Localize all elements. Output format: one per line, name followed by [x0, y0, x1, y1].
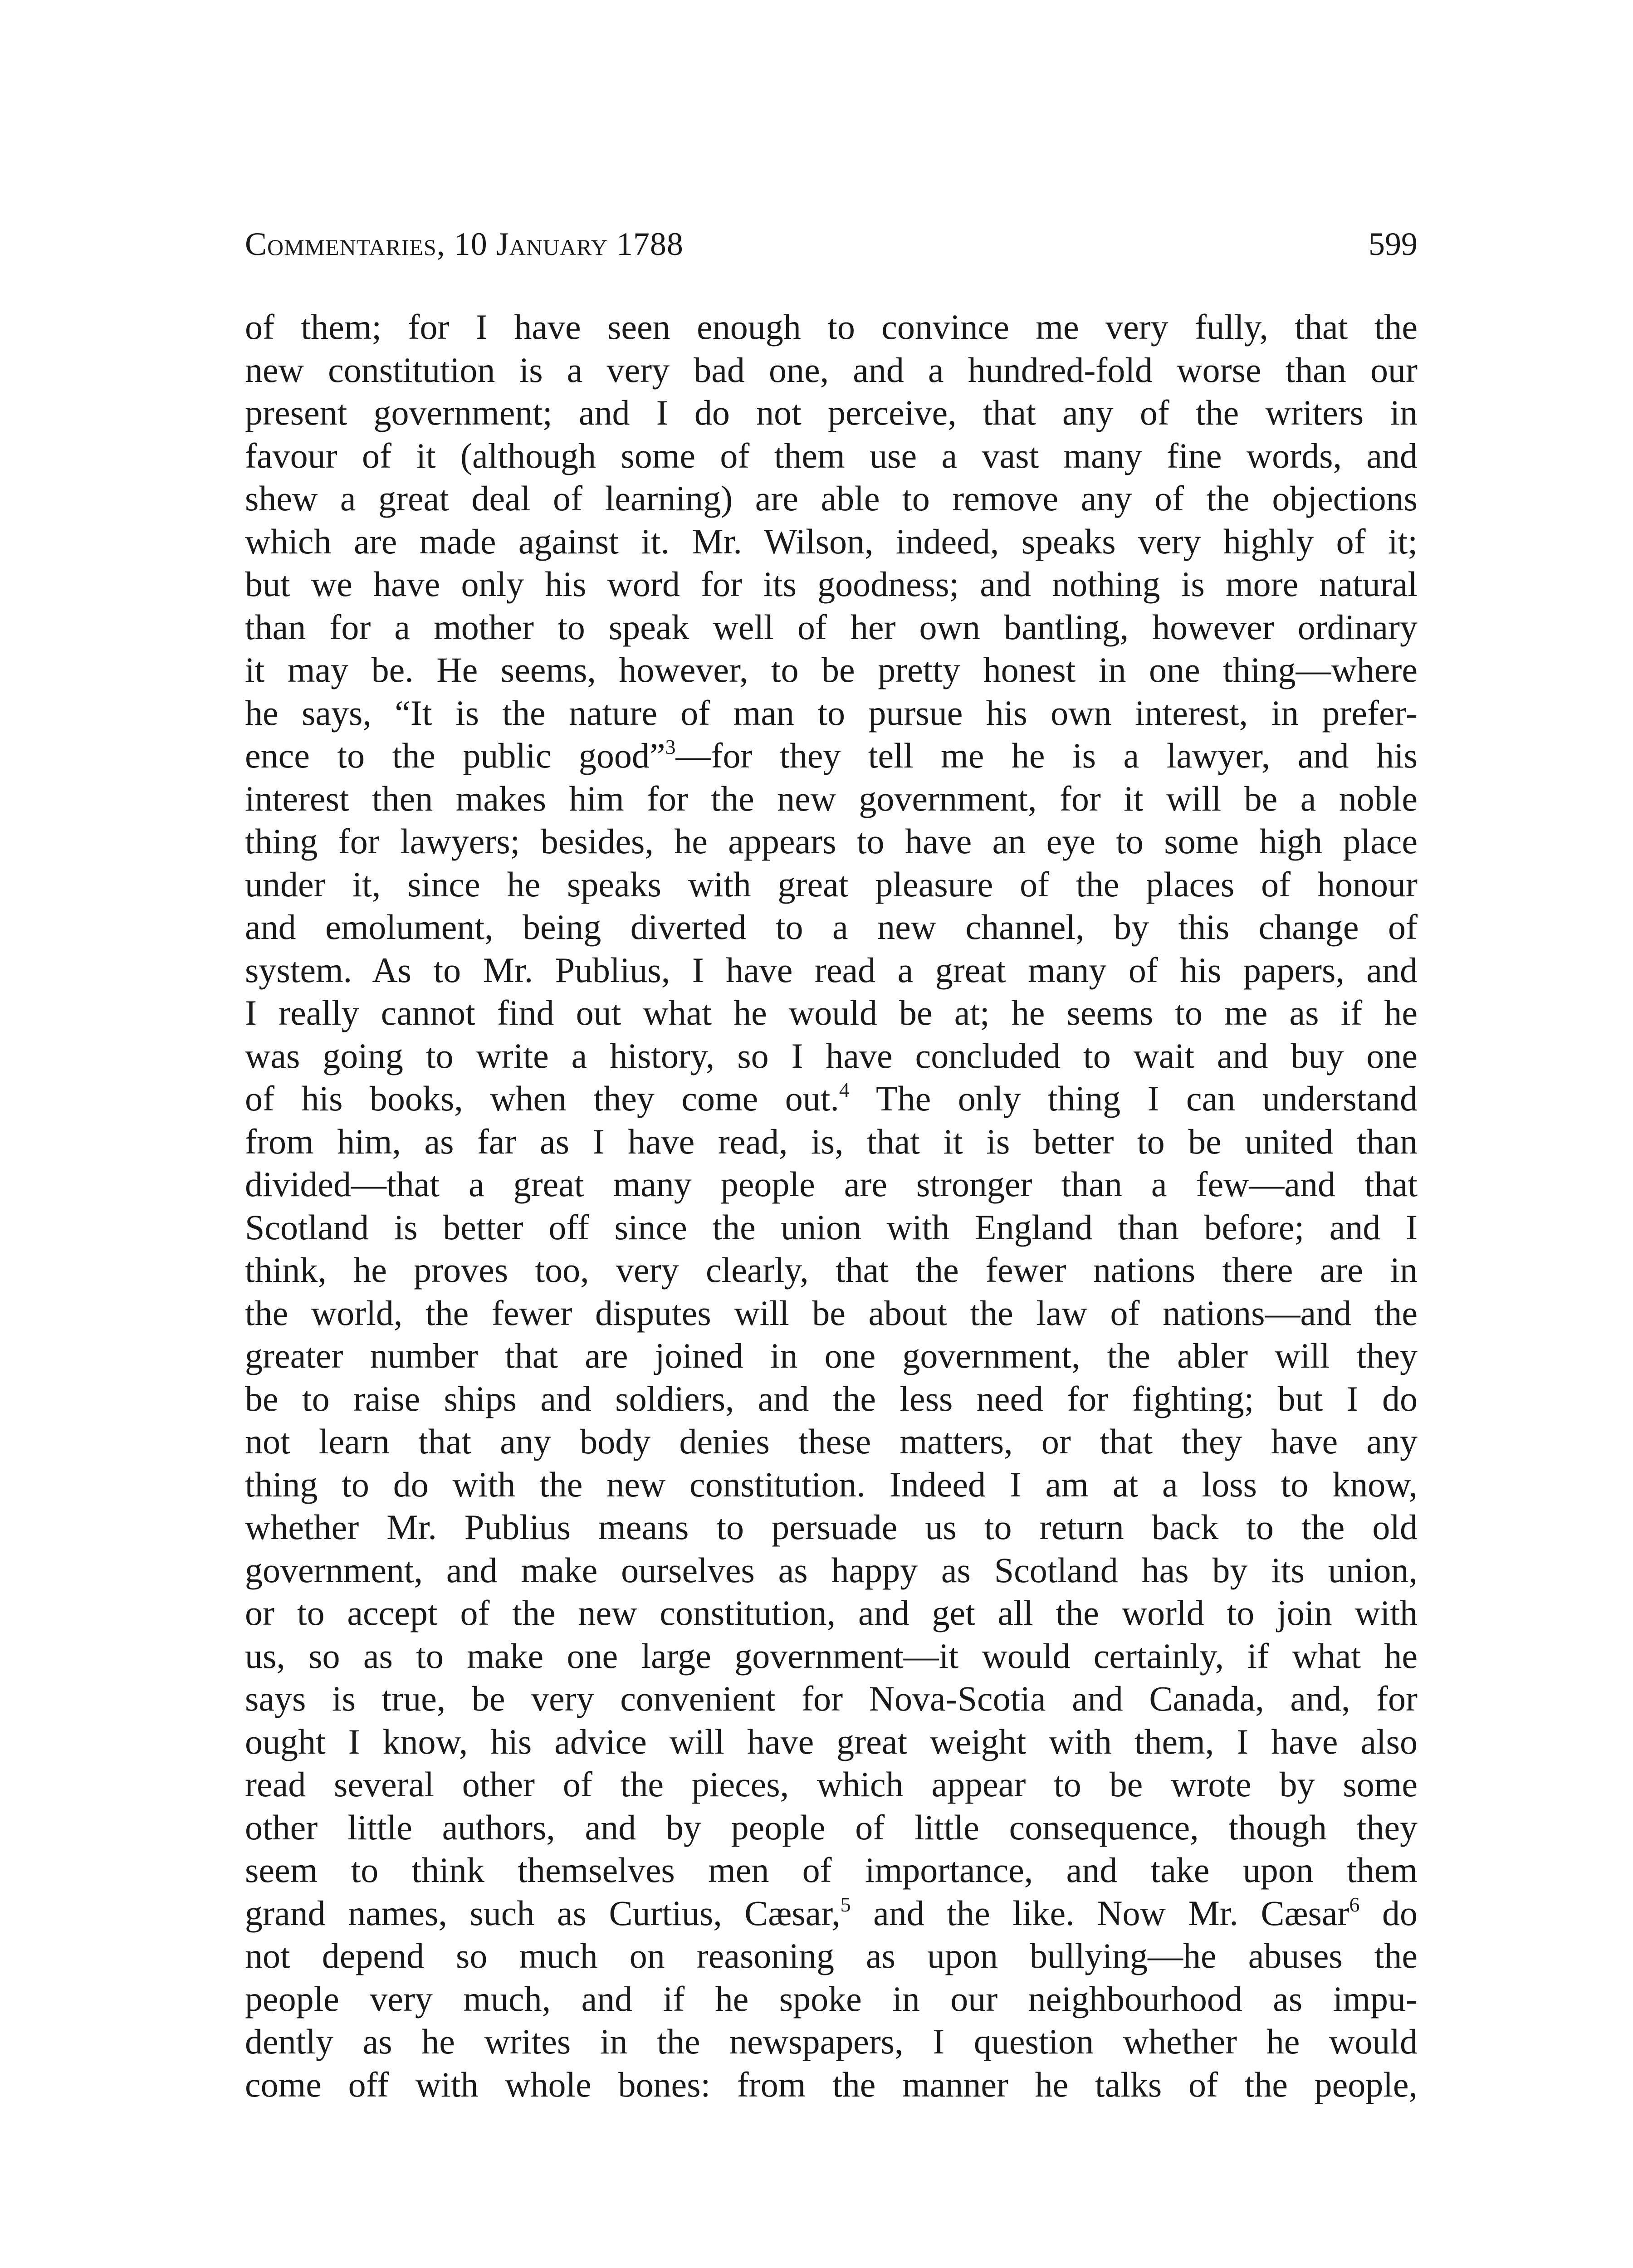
text-line: thing for lawyers; besides, he appears to have an eye to some high place — [245, 821, 1418, 861]
text-line: not learn that any body denies these matters, or that they have any — [245, 1422, 1418, 1461]
text-line: it may be. He seems, however, to be pretty honest in one thing—where — [245, 650, 1418, 689]
text-line: dently as he writes in the newspapers, I question whether he would — [245, 2022, 1418, 2061]
text-line: thing to do with the new constitution. Indeed I am at a loss to know, — [245, 1464, 1418, 1504]
text-line: people very much, and if he spoke in our neighbourhood as impu- — [245, 1979, 1418, 2019]
text-line — [245, 1892, 1418, 1935]
text-fragment: and the like. Now Mr. Cæsar — [851, 1893, 1349, 1933]
text-line: was going to write a history, so I have concluded to wait and buy one — [245, 1036, 1418, 1075]
text-line: I really cannot find out what he would be at; he seems to me as if he — [245, 993, 1418, 1032]
text-line: shew a great deal of learning) are able to remove any of the objections — [245, 479, 1418, 518]
text-line: of them; for I have seen enough to convince me very fully, that the — [245, 307, 1418, 347]
text-line: says is true, be very convenient for Nova-Scotia and Canada, and, for — [245, 1679, 1418, 1718]
footnote-marker[interactable]: 3 — [665, 735, 676, 758]
footnote-marker[interactable]: 6 — [1349, 1892, 1360, 1916]
text-line: from him, as far as I have read, is, that it is better to be united than — [245, 1121, 1418, 1161]
text-fragment: ence to the public good” — [245, 736, 665, 775]
text-line: government, and make ourselves as happy as Scotland has by its union, — [245, 1550, 1418, 1590]
running-head-month-rest: anuary — [509, 226, 608, 262]
text-line: us, so as to make one large government—it would certainly, if what he — [245, 1636, 1418, 1676]
text-line: he says, “It is the nature of man to pursue his own interest, in prefer- — [245, 693, 1418, 733]
text-line — [245, 734, 1418, 777]
text-line: divided—that a great many people are stronger than a few—and that — [245, 1164, 1418, 1204]
text-fragment: do — [1359, 1893, 1418, 1933]
text-line: under it, since he speaks with great pleasure of the places of honour — [245, 864, 1418, 904]
running-head-date-day: , 10 — [436, 226, 496, 262]
text-line: present government; and I do not perceive, that any of the writers in — [245, 393, 1418, 432]
text-line: new constitution is a very bad one, and a hundred-fold worse than our — [245, 350, 1418, 390]
text-line: system. As to Mr. Publius, I have read a great many of his papers, and — [245, 950, 1418, 990]
text-line: favour of it (although some of them use a vast many fine words, and — [245, 435, 1418, 475]
text-fragment: of his books, when they come out. — [245, 1079, 839, 1118]
footnote-marker[interactable]: 5 — [840, 1892, 851, 1916]
text-line: greater number that are joined in one government, the abler will they — [245, 1336, 1418, 1375]
running-head-month-initial: J — [496, 226, 509, 262]
text-line: be to raise ships and soldiers, and the less need for fighting; but I do — [245, 1378, 1418, 1418]
text-line: interest then makes him for the new government, for it will be a noble — [245, 778, 1418, 818]
running-head — [245, 217, 684, 271]
text-line: seem to think themselves men of importance, and take upon them — [245, 1850, 1418, 1890]
text-line: but we have only his word for its goodness; and nothing is more natural — [245, 564, 1418, 604]
footnote-marker[interactable]: 4 — [839, 1078, 850, 1101]
body-text — [245, 306, 1418, 2106]
text-line: come off with whole bones: from the manner he talks of the people, — [245, 2064, 1418, 2104]
text-line: not depend so much on reasoning as upon bullying—he abuses the — [245, 1936, 1418, 1975]
text-line: which are made against it. Mr. Wilson, indeed, speaks very highly of it; — [245, 521, 1418, 561]
text-line: read several other of the pieces, which appear to be wrote by some — [245, 1765, 1418, 1804]
page-number: 599 — [1369, 226, 1418, 262]
text-line: whether Mr. Publius means to persuade us to return back to the old — [245, 1507, 1418, 1547]
text-line: think, he proves too, very clearly, that the fewer nations there are in — [245, 1250, 1418, 1290]
text-line: ought I know, his advice will have great weight with them, I have also — [245, 1721, 1418, 1761]
running-head-year: 1788 — [607, 226, 684, 262]
running-head-initial: C — [245, 226, 268, 262]
text-line: other little authors, and by people of little consequence, though they — [245, 1807, 1418, 1847]
text-line: or to accept of the new constitution, and get all the world to join with — [245, 1593, 1418, 1633]
text-line: and emolument, being diverted to a new channel, by this change of — [245, 907, 1418, 947]
text-fragment: grand names, such as Curtius, Cæsar, — [245, 1893, 841, 1933]
running-head-word: ommentaries — [267, 226, 437, 262]
text-fragment: —for they tell me he is a lawyer, and his — [675, 736, 1418, 775]
text-fragment: The only thing I can understand — [849, 1079, 1418, 1118]
text-line: the world, the fewer disputes will be about the law of nations—and the — [245, 1293, 1418, 1333]
text-line: than for a mother to speak well of her own bantling, however ordinary — [245, 607, 1418, 647]
text-line — [245, 1077, 1418, 1120]
page-header — [245, 217, 1418, 271]
text-line: Scotland is better off since the union with England than before; and I — [245, 1207, 1418, 1247]
